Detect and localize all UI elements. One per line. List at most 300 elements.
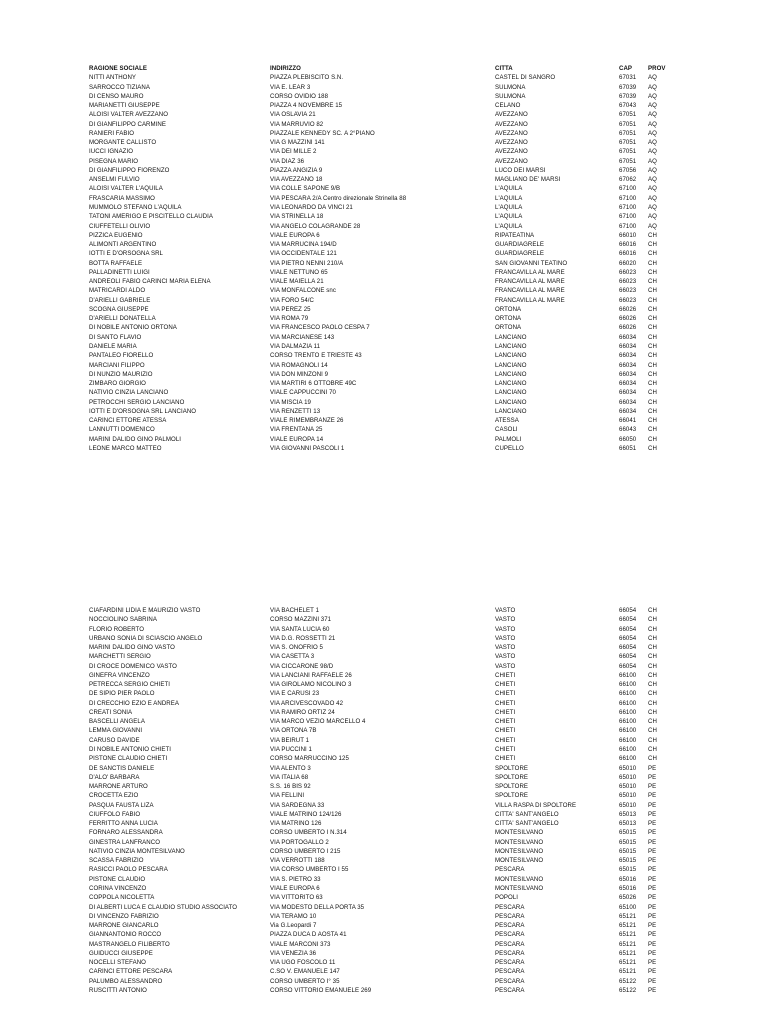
cell-indirizzo: CORSO VITTORIO EMANUELE 269 — [270, 986, 372, 994]
cell-cap: 67056 — [619, 166, 637, 174]
cell-indirizzo: CORSO UMBERTO I N.314 — [270, 829, 347, 837]
cell-prov: CH — [648, 755, 657, 763]
cell-citta: CUPELLO — [495, 444, 524, 452]
cell-ragione-sociale: FERRITTO ANNA LUCIA — [89, 820, 158, 828]
table-row — [0, 83, 768, 92]
cell-prov: CH — [648, 389, 657, 397]
table-row — [0, 699, 768, 708]
cell-citta: PESCARA — [495, 922, 525, 930]
cell-cap: 66023 — [619, 278, 637, 286]
cell-prov: PE — [648, 801, 657, 809]
cell-citta: LANCIANO — [495, 398, 527, 406]
cell-citta: L'AQUILA — [495, 203, 523, 211]
cell-citta: VASTO — [495, 616, 516, 624]
cell-indirizzo: PIAZZA PLEBISCITO S.N. — [270, 74, 344, 82]
cell-indirizzo: VIA FRENTANA 25 — [270, 426, 323, 434]
cell-cap: 67051 — [619, 139, 637, 147]
table-row — [0, 671, 768, 680]
cell-indirizzo: VIA MONFALCONE snc — [270, 287, 336, 295]
cell-ragione-sociale: BOTTA RAFFAELE — [89, 259, 143, 267]
cell-indirizzo: CORSO MARRUCCINO 125 — [270, 755, 349, 763]
cell-prov: AQ — [648, 129, 657, 137]
cell-ragione-sociale: ALOISI VALTER L'AQUILA — [89, 185, 163, 193]
cell-indirizzo: VIA MARRUVIO 82 — [270, 120, 324, 128]
cell-ragione-sociale: GIANNANTONIO ROCCO — [89, 931, 162, 939]
cell-cap: 67039 — [619, 92, 637, 100]
cell-ragione-sociale: CIUFFETELLI OLIVIO — [89, 222, 151, 230]
cell-cap: 67100 — [619, 203, 637, 211]
cell-prov: CH — [648, 616, 657, 624]
cell-indirizzo: CORSO OVIDIO 188 — [270, 92, 329, 100]
cell-citta: CHIETI — [495, 699, 516, 707]
cell-ragione-sociale: MARCIANI FILIPPO — [89, 361, 145, 369]
cell-cap: 66054 — [619, 625, 637, 633]
table-row — [0, 314, 768, 323]
cell-ragione-sociale: IOTTI E D'ORSOGNA SRL LANCIANO — [89, 407, 197, 415]
cell-cap: 65122 — [619, 977, 637, 985]
cell-ragione-sociale: NATIVIO CINZIA LANCIANO — [89, 389, 169, 397]
cell-ragione-sociale: NATIVIO CINZIA MONTESILVANO — [89, 847, 185, 855]
table-row — [0, 912, 768, 921]
cell-ragione-sociale: DI GIANFILIPPO CARMINE — [89, 120, 166, 128]
cell-ragione-sociale: DI CENSO MAURO — [89, 92, 144, 100]
cell-citta: POPOLI — [495, 894, 518, 902]
table-row — [0, 884, 768, 893]
cell-indirizzo: VIA CASETTA 3 — [270, 653, 315, 661]
cell-indirizzo: VIA VITTORITO 63 — [270, 894, 323, 902]
cell-prov: PE — [648, 829, 657, 837]
cell-indirizzo: VIA S. PIETRO 33 — [270, 875, 321, 883]
table-row — [0, 305, 768, 314]
cell-indirizzo: S.S. 16 BIS 92 — [270, 783, 311, 791]
cell-cap: 65013 — [619, 820, 637, 828]
cell-ragione-sociale: DANIELE MARIA — [89, 342, 137, 350]
table-row — [0, 416, 768, 425]
cell-prov: PE — [648, 949, 657, 957]
cell-ragione-sociale: CARINCI ETTORE ATESSA — [89, 417, 167, 425]
table-row — [0, 286, 768, 295]
cell-ragione-sociale: MARINI DALIDO GINO VASTO — [89, 644, 175, 652]
cell-indirizzo: VIA DIAZ 36 — [270, 157, 305, 165]
cell-citta: SPOLTORE — [495, 773, 529, 781]
cell-ragione-sociale: DI NOBILE ANTONIO CHIETI — [89, 745, 172, 753]
cell-ragione-sociale: LEMMA GIOVANNI — [89, 727, 143, 735]
table-row — [0, 606, 768, 615]
cell-prov: CH — [648, 681, 657, 689]
cell-citta: PESCARA — [495, 959, 525, 967]
cell-ragione-sociale: CREATI SONIA — [89, 708, 133, 716]
cell-prov: AQ — [648, 74, 657, 82]
table-row — [0, 184, 768, 193]
cell-cap: 65121 — [619, 940, 637, 948]
table-row — [0, 379, 768, 388]
cell-citta: AVEZZANO — [495, 157, 528, 165]
table-row — [0, 138, 768, 147]
cell-citta: VASTO — [495, 662, 516, 670]
cell-citta: FRANCAVILLA AL MARE — [495, 287, 565, 295]
cell-cap: 66054 — [619, 607, 637, 614]
cell-citta: ORTONA — [495, 315, 522, 323]
table-row — [0, 967, 768, 976]
cell-indirizzo: VIALE MATRINO 124/126 — [270, 810, 342, 818]
table-row — [0, 977, 768, 986]
cell-prov: CH — [648, 625, 657, 633]
cell-indirizzo: VIA FRANCESCO PAOLO CESPA 7 — [270, 324, 370, 332]
cell-cap: 66016 — [619, 241, 637, 249]
table-row — [0, 764, 768, 773]
cell-prov: PE — [648, 810, 657, 818]
cell-prov: CH — [648, 671, 657, 679]
cell-indirizzo: PIAZZA 4 NOVEMBRE 15 — [270, 102, 343, 110]
cell-citta: CHIETI — [495, 736, 516, 744]
cell-ragione-sociale: RANIERI FABIO — [89, 129, 135, 137]
cell-prov: CH — [648, 361, 657, 369]
cell-ragione-sociale: ANSELMI FULVIO — [89, 176, 140, 184]
cell-ragione-sociale: MASTRANGELO FILIBERTO — [89, 940, 170, 948]
table-row — [0, 407, 768, 416]
table-row — [0, 958, 768, 967]
cell-ragione-sociale: ZIMBARO GIORGIO — [89, 380, 146, 388]
cell-prov: AQ — [648, 92, 657, 100]
table-row — [0, 351, 768, 360]
cell-ragione-sociale: DI CRECCHIO EZIO E ANDREA — [89, 699, 179, 707]
table-row — [0, 212, 768, 221]
cell-ragione-sociale: BASCELLI ANGELA — [89, 718, 145, 726]
cell-ragione-sociale: D'ARIELLI GABRIELE — [89, 296, 151, 304]
cell-cap: 67100 — [619, 213, 637, 221]
cell-prov: PE — [648, 783, 657, 791]
cell-ragione-sociale: COPPOLA NICOLETTA — [89, 894, 155, 902]
cell-prov: PE — [648, 866, 657, 874]
cell-citta: PESCARA — [495, 949, 525, 957]
table-row — [0, 203, 768, 212]
cell-citta: CHIETI — [495, 708, 516, 716]
cell-cap: 65015 — [619, 866, 637, 874]
table-row — [0, 268, 768, 277]
table-row — [0, 73, 768, 82]
cell-prov: CH — [648, 435, 657, 443]
cell-citta: PESCARA — [495, 968, 525, 976]
cell-prov: AQ — [648, 111, 657, 119]
table-row — [0, 930, 768, 939]
cell-indirizzo: VIA CORSO UMBERTO I 55 — [270, 866, 349, 874]
cell-cap: 65016 — [619, 884, 637, 892]
cell-ragione-sociale: FORNARO ALESSANDRA — [89, 829, 163, 837]
table-row — [0, 726, 768, 735]
table-row — [0, 625, 768, 634]
cell-citta: FRANCAVILLA AL MARE — [495, 268, 565, 276]
cell-ragione-sociale: MARIANETTI GIUSEPPE — [89, 102, 160, 110]
cell-prov: CH — [648, 241, 657, 249]
cell-prov: PE — [648, 764, 657, 772]
cell-cap: 67031 — [619, 74, 637, 82]
cell-cap: 67100 — [619, 185, 637, 193]
cell-prov: CH — [648, 352, 657, 360]
cell-ragione-sociale: FLORIO ROBERTO — [89, 625, 144, 633]
cell-prov: CH — [648, 370, 657, 378]
cell-citta: ORTONA — [495, 305, 522, 313]
cell-citta: L'AQUILA — [495, 222, 523, 230]
cell-prov: PE — [648, 857, 657, 865]
cell-cap: 65121 — [619, 968, 637, 976]
cell-citta: MAGLIANO DE' MARSI — [495, 176, 561, 184]
table-row — [0, 296, 768, 305]
cell-prov: PE — [648, 903, 657, 911]
cell-citta: CASTEL DI SANGRO — [495, 74, 556, 82]
cell-prov: AQ — [648, 102, 657, 110]
cell-ragione-sociale: CROCETTA EZIO — [89, 792, 139, 800]
cell-ragione-sociale: D'ARIELLI DONATELLA — [89, 315, 156, 323]
cell-prov: CH — [648, 250, 657, 258]
cell-prov: CH — [648, 278, 657, 286]
cell-indirizzo: C.SO V. EMANUELE 147 — [270, 968, 340, 976]
cell-cap: 66026 — [619, 305, 637, 313]
cell-cap: 65121 — [619, 949, 637, 957]
cell-ragione-sociale: FRASCARIA MASSIMO — [89, 194, 155, 202]
cell-indirizzo: VIALE MAIELLA 21 — [270, 278, 324, 286]
cell-indirizzo: VIA OCCIDENTALE 121 — [270, 250, 337, 258]
cell-prov: PE — [648, 773, 657, 781]
cell-citta: CHIETI — [495, 681, 516, 689]
cell-citta: CITTA' SANT'ANGELO — [495, 810, 559, 818]
table-row — [0, 634, 768, 643]
cell-cap: 66026 — [619, 315, 637, 323]
cell-citta: VASTO — [495, 625, 516, 633]
cell-ragione-sociale: PISTONE CLAUDIO — [89, 875, 146, 883]
cell-ragione-sociale: RASICCI PAOLO PESCARA — [89, 866, 168, 874]
cell-prov: CH — [648, 342, 657, 350]
cell-ragione-sociale: PETRECCA SERGIO CHIETI — [89, 681, 171, 689]
cell-indirizzo: VIA MISCIA 19 — [270, 398, 311, 406]
table-row — [0, 708, 768, 717]
table-row — [0, 810, 768, 819]
cell-cap: 65016 — [619, 875, 637, 883]
cell-citta: LANCIANO — [495, 370, 527, 378]
cell-citta: LANCIANO — [495, 389, 527, 397]
table-row — [0, 277, 768, 286]
cell-cap: 66041 — [619, 417, 637, 425]
cell-prov: AQ — [648, 120, 657, 128]
cell-ragione-sociale: ALIMONTI ARGENTINO — [89, 241, 157, 249]
cell-ragione-sociale: GINESTRA LANFRANCO — [89, 838, 160, 846]
cell-ragione-sociale: DI GIANFILIPPO FIORENZO — [89, 166, 170, 174]
table-row — [0, 342, 768, 351]
cell-prov: CH — [648, 287, 657, 295]
cell-indirizzo: PIAZZA DUCA D AOSTA 41 — [270, 931, 347, 939]
cell-ragione-sociale: PASQUA FAUSTA LIZA — [89, 801, 154, 809]
cell-ragione-sociale: URBANO SONIA DI SCIASCIO ANGELO — [89, 634, 203, 642]
table-row — [0, 194, 768, 203]
table-row — [0, 680, 768, 689]
cell-citta: MONTESILVANO — [495, 875, 544, 883]
table-body-bottom — [0, 606, 768, 995]
cell-citta: CHIETI — [495, 755, 516, 763]
cell-prov: PE — [648, 894, 657, 902]
cell-citta: LANCIANO — [495, 380, 527, 388]
cell-cap: 66023 — [619, 268, 637, 276]
cell-cap: 65015 — [619, 838, 637, 846]
table-row — [0, 754, 768, 763]
cell-cap: 67051 — [619, 111, 637, 119]
table-row — [0, 782, 768, 791]
cell-indirizzo: VIA D.G. ROSSETTI 21 — [270, 634, 336, 642]
cell-indirizzo: VIALE RIMEMBRANZE 26 — [270, 417, 344, 425]
cell-ragione-sociale: MORGANTE CALLISTO — [89, 139, 157, 147]
table-row — [0, 92, 768, 101]
cell-indirizzo: VIA COLLE SAPONE 9/B — [270, 185, 341, 193]
cell-cap: 67062 — [619, 176, 637, 184]
cell-citta: FRANCAVILLA AL MARE — [495, 296, 565, 304]
cell-ragione-sociale: CIAFARDINI LIDIA E MAURIZIO VASTO — [89, 607, 201, 614]
cell-prov: PE — [648, 977, 657, 985]
cell-citta: PESCARA — [495, 903, 525, 911]
table-row — [0, 249, 768, 258]
cell-citta: LANCIANO — [495, 342, 527, 350]
cell-prov: PE — [648, 922, 657, 930]
cell-ragione-sociale: LEONE MARCO MATTEO — [89, 444, 162, 452]
table-row — [0, 388, 768, 397]
cell-citta: CELANO — [495, 102, 521, 110]
cell-prov: AQ — [648, 157, 657, 165]
cell-cap: 65121 — [619, 931, 637, 939]
cell-cap: 66034 — [619, 389, 637, 397]
cell-cap: 66023 — [619, 287, 637, 295]
cell-citta: FRANCAVILLA AL MARE — [495, 278, 565, 286]
cell-prov: CH — [648, 634, 657, 642]
cell-cap: 67051 — [619, 157, 637, 165]
cell-citta: SULMONA — [495, 92, 526, 100]
cell-indirizzo: VIA BEIRUT 1 — [270, 736, 310, 744]
table-row — [0, 101, 768, 110]
cell-citta: GUARDIAGRELE — [495, 241, 545, 249]
cell-indirizzo: CORSO UMBERTO I° 35 — [270, 977, 340, 985]
cell-indirizzo: VIA ORTONA 7B — [270, 727, 317, 735]
cell-cap: 65010 — [619, 764, 637, 772]
cell-citta: AVEZZANO — [495, 129, 528, 137]
cell-prov: PE — [648, 875, 657, 883]
table-row — [0, 643, 768, 652]
cell-ragione-sociale: DI VINCENZO FABRIZIO — [89, 912, 159, 920]
cell-citta: PESCARA — [495, 866, 525, 874]
cell-ragione-sociale: PALLADINETTI LUIGI — [89, 268, 150, 276]
cell-ragione-sociale: DI NUNZIO MAURIZIO — [89, 370, 153, 378]
cell-cap: 65015 — [619, 829, 637, 837]
cell-prov: PE — [648, 847, 657, 855]
cell-ragione-sociale: TATONI AMERIGO E PISCITELLO CLAUDIA — [89, 213, 213, 221]
cell-cap: 66034 — [619, 361, 637, 369]
cell-prov: CH — [648, 644, 657, 652]
cell-ragione-sociale: IOTTI E D'ORSOGNA SRL — [89, 250, 163, 258]
cell-indirizzo: VIA VERROTTI 188 — [270, 857, 325, 865]
cell-indirizzo: VIA LANCIANI RAFFAELE 26 — [270, 671, 352, 679]
cell-citta: SULMONA — [495, 83, 526, 91]
header-citta: CITTA — [495, 65, 513, 72]
cell-citta: SPOLTORE — [495, 764, 529, 772]
cell-citta: CASOLI — [495, 426, 518, 434]
cell-indirizzo: VIA CICCARONE 98/D — [270, 662, 334, 670]
cell-ragione-sociale: PANTALEO FIORELLO — [89, 352, 154, 360]
cell-prov: PE — [648, 986, 657, 994]
cell-prov: AQ — [648, 148, 657, 156]
table-row — [0, 903, 768, 912]
cell-cap: 66054 — [619, 662, 637, 670]
table-row — [0, 175, 768, 184]
cell-ragione-sociale: CIUFFOLO FABIO — [89, 810, 141, 818]
cell-prov: CH — [648, 718, 657, 726]
table-top — [0, 64, 768, 453]
cell-cap: 67043 — [619, 102, 637, 110]
cell-cap: 66043 — [619, 426, 637, 434]
cell-citta: VILLA RASPA DI SPOLTORE — [495, 801, 577, 809]
cell-ragione-sociale: DE SIPIO PIER PAOLO — [89, 690, 155, 698]
cell-prov: CH — [648, 315, 657, 323]
cell-prov: CH — [648, 690, 657, 698]
cell-citta: CHIETI — [495, 745, 516, 753]
cell-indirizzo: VIA DON MINZONI 9 — [270, 370, 329, 378]
cell-citta: CHIETI — [495, 718, 516, 726]
table-row — [0, 147, 768, 156]
cell-cap: 65013 — [619, 810, 637, 818]
cell-prov: PE — [648, 959, 657, 967]
cell-cap: 66034 — [619, 352, 637, 360]
cell-cap: 66034 — [619, 398, 637, 406]
cell-prov: AQ — [648, 194, 657, 202]
cell-prov: CH — [648, 296, 657, 304]
table-row — [0, 398, 768, 407]
table-row — [0, 444, 768, 453]
cell-citta: LANCIANO — [495, 361, 527, 369]
cell-citta: MONTESILVANO — [495, 884, 544, 892]
cell-cap: 66054 — [619, 634, 637, 642]
cell-indirizzo: VIA SANTA LUCIA 60 — [270, 625, 330, 633]
cell-ragione-sociale: DE SANCTIS DANIELE — [89, 764, 155, 772]
cell-indirizzo: VIA MATRINO 126 — [270, 820, 322, 828]
table-row — [0, 986, 768, 995]
cell-citta: ATESSA — [495, 417, 519, 425]
cell-indirizzo: VIA S. ONOFRIO 5 — [270, 644, 323, 652]
cell-cap: 65010 — [619, 792, 637, 800]
cell-indirizzo: VIA AVEZZANO 18 — [270, 176, 323, 184]
cell-indirizzo: VIA E CARUSI 23 — [270, 690, 320, 698]
cell-citta: VASTO — [495, 607, 516, 614]
cell-cap: 66100 — [619, 727, 637, 735]
table-row — [0, 921, 768, 930]
cell-ragione-sociale: GUIDUCCI GIUSEPPE — [89, 949, 153, 957]
table-row — [0, 425, 768, 434]
cell-cap: 66054 — [619, 644, 637, 652]
cell-cap: 66050 — [619, 435, 637, 443]
cell-prov: PE — [648, 968, 657, 976]
cell-citta: ORTONA — [495, 324, 522, 332]
cell-indirizzo: VIA MARRUCINA 194/D — [270, 241, 337, 249]
cell-prov: AQ — [648, 139, 657, 147]
cell-prov: CH — [648, 727, 657, 735]
table-row — [0, 370, 768, 379]
cell-cap: 66051 — [619, 444, 637, 452]
table-row — [0, 801, 768, 810]
cell-ragione-sociale: SCOGNA GIUSEPPE — [89, 305, 149, 313]
cell-citta: LANCIANO — [495, 352, 527, 360]
cell-ragione-sociale: CORINA VINCENZO — [89, 884, 147, 892]
cell-indirizzo: PIAZZA ANGIZIA 9 — [270, 166, 323, 174]
table-row — [0, 940, 768, 949]
table-row — [0, 323, 768, 332]
cell-prov: CH — [648, 607, 657, 614]
cell-citta: RIPATEATINA — [495, 231, 535, 239]
cell-cap: 66034 — [619, 407, 637, 415]
cell-indirizzo: VIA STRINELLA 18 — [270, 213, 324, 221]
cell-cap: 65015 — [619, 857, 637, 865]
